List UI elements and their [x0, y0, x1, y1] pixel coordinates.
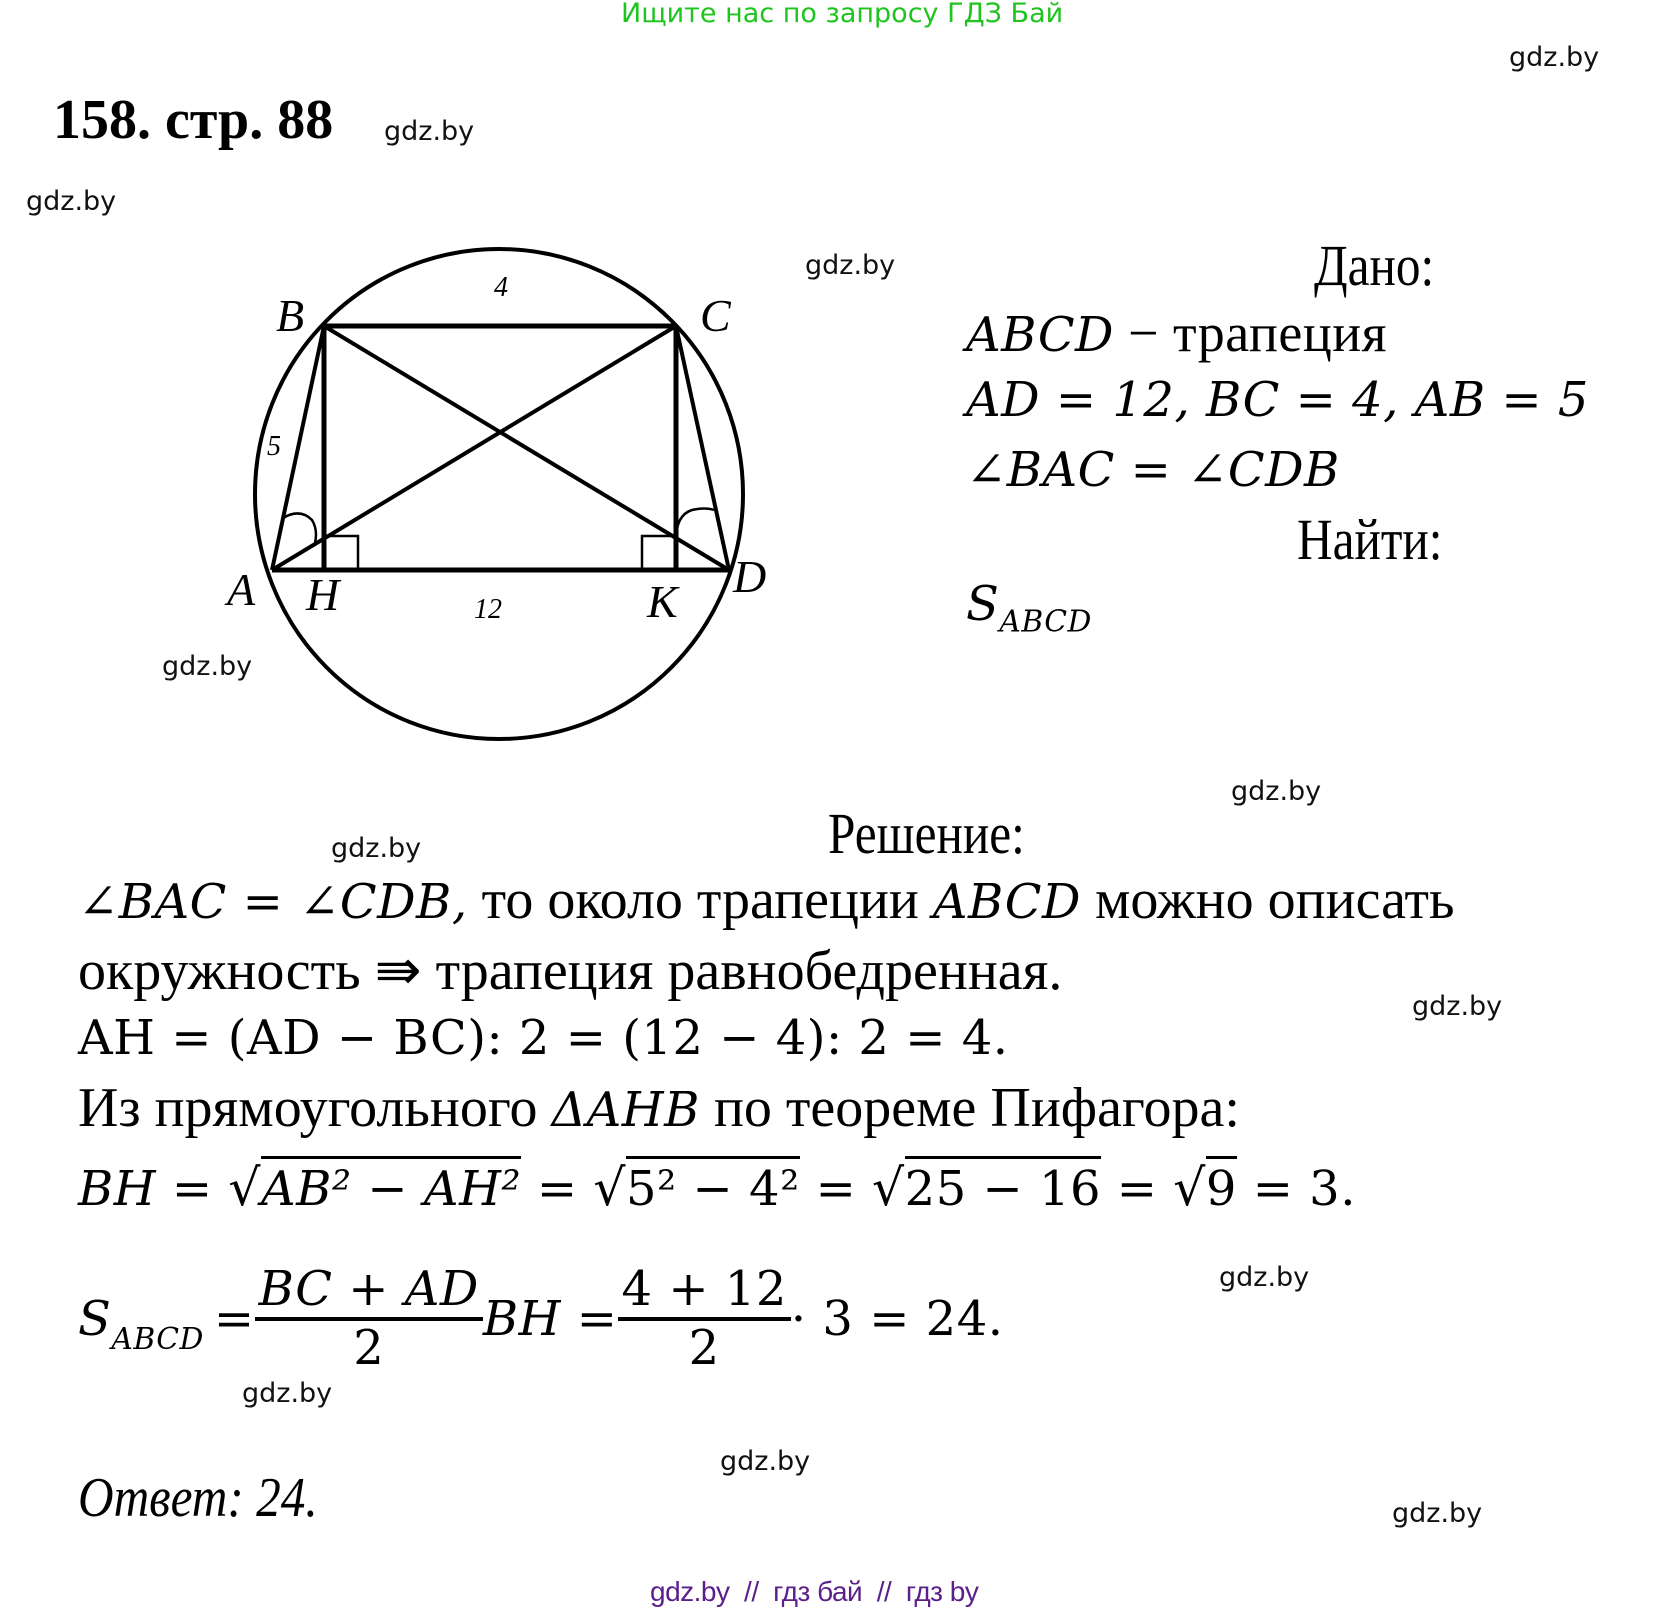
sqrt-3	[872, 1158, 1101, 1217]
label-bc: 4	[494, 272, 508, 303]
right-angle-k	[642, 536, 676, 570]
sqrt-2-body: 5² − 4²	[626, 1156, 800, 1217]
fraction-1	[255, 1262, 483, 1376]
fraction-2-numerator: 4 + 12	[618, 1262, 791, 1321]
right-angle-h	[324, 536, 358, 570]
area-subscript: ABCD	[111, 1321, 204, 1357]
solution-heading: Решение:	[828, 801, 1025, 866]
watermark: gdz.by	[26, 186, 117, 217]
solution-line-3: AH = (AD − BC): 2 = (12 − 4): 2 = 4.	[78, 1010, 1009, 1066]
diagonal-ac	[272, 326, 676, 570]
sqrt-4-body: 9	[1206, 1156, 1237, 1217]
bh-factor: BH =	[482, 1291, 618, 1348]
watermark: gdz.by	[1231, 776, 1322, 807]
vertex-c: C	[700, 290, 731, 341]
solution-text: можно описать	[1080, 869, 1455, 931]
watermark: gdz.by	[1412, 991, 1503, 1022]
sqrt-1	[228, 1158, 521, 1217]
watermark: gdz.by	[1219, 1262, 1310, 1293]
angle-arc-d	[676, 509, 714, 541]
given-line-3: ∠BAC = ∠CDB	[966, 442, 1340, 498]
circumcircle	[255, 249, 743, 739]
given-figure: ABCD	[966, 307, 1115, 363]
result: = 3.	[1236, 1161, 1356, 1217]
solution-line-2: окружность ⇛ трапеция равнобедренная.	[78, 940, 1063, 1002]
vertex-d: D	[733, 551, 767, 602]
equals: =	[799, 1161, 873, 1217]
search-banner: Ищите нас по запросу ГДЗ Бай	[621, 0, 1064, 29]
sqrt-2	[593, 1158, 799, 1217]
bh-lhs: BH =	[78, 1161, 229, 1217]
sqrt-1-body: AB² − AH²	[261, 1156, 521, 1217]
sqrt-3-body: 25 − 16	[905, 1156, 1101, 1217]
diagonal-bd	[324, 326, 729, 570]
solution-line-5	[78, 1158, 1356, 1217]
solution-text: по теореме Пифагора:	[699, 1077, 1240, 1139]
trapezoid-name: ABCD	[932, 874, 1081, 930]
find-area-subscript: ABCD	[999, 604, 1092, 640]
vertex-a: A	[227, 564, 256, 615]
side-cd	[676, 326, 729, 570]
fraction-1-numerator: BC + AD	[255, 1262, 483, 1321]
given-heading: Дано:	[1314, 233, 1435, 298]
watermark: gdz.by	[331, 833, 422, 864]
sqrt-icon: √	[1173, 1158, 1206, 1217]
fraction-2-denominator: 2	[688, 1320, 720, 1377]
solution-line-4	[78, 1076, 1240, 1140]
footer-links[interactable]: gdz.by // гдз бай // гдз by	[650, 1576, 979, 1607]
sqrt-4	[1173, 1158, 1237, 1217]
watermark: gdz.by	[805, 250, 896, 281]
vertex-h: H	[306, 569, 340, 620]
label-ab: 5	[267, 431, 281, 462]
sqrt-icon: √	[872, 1158, 905, 1217]
equals: =	[521, 1161, 594, 1217]
equals: =	[213, 1291, 255, 1348]
watermark: gdz.by	[242, 1378, 333, 1409]
area-symbol: S	[78, 1291, 112, 1348]
sqrt-icon: √	[228, 1158, 261, 1217]
result: · 3 = 24.	[790, 1291, 1004, 1348]
watermark: gdz.by	[720, 1446, 811, 1477]
vertex-b: B	[276, 290, 305, 341]
solution-line-6	[78, 1262, 1004, 1376]
answer: Ответ: 24.	[78, 1467, 318, 1529]
given-line-1	[966, 302, 1387, 364]
given-figure-type: − трапеция	[1114, 303, 1388, 363]
solution-text: Из прямоугольного	[78, 1077, 552, 1139]
equals: =	[1101, 1161, 1174, 1217]
given-line-2: AD = 12, BC = 4, AB = 5	[966, 372, 1589, 428]
page-title: 158. стр. 88	[53, 89, 334, 151]
find-area-symbol: S	[966, 576, 1000, 632]
watermark: gdz.by	[1392, 1498, 1483, 1529]
fraction-1-denominator: 2	[353, 1320, 385, 1377]
vertex-k: K	[647, 576, 678, 627]
label-ad: 12	[474, 594, 502, 625]
find-heading: Найти:	[1297, 507, 1443, 572]
sqrt-icon: √	[593, 1158, 627, 1217]
angle-equality: ∠BAC = ∠CDB,	[78, 874, 468, 930]
solution-text: то около трапеции	[467, 869, 933, 931]
fraction-2	[618, 1262, 791, 1376]
watermark: gdz.by	[384, 116, 475, 147]
triangle-name: ΔAHB	[551, 1082, 700, 1138]
watermark: gdz.by	[1509, 42, 1600, 73]
watermark: gdz.by	[162, 651, 253, 682]
find-value	[966, 576, 1092, 639]
angle-arc-a	[283, 513, 316, 543]
solution-line-1	[78, 868, 1455, 932]
